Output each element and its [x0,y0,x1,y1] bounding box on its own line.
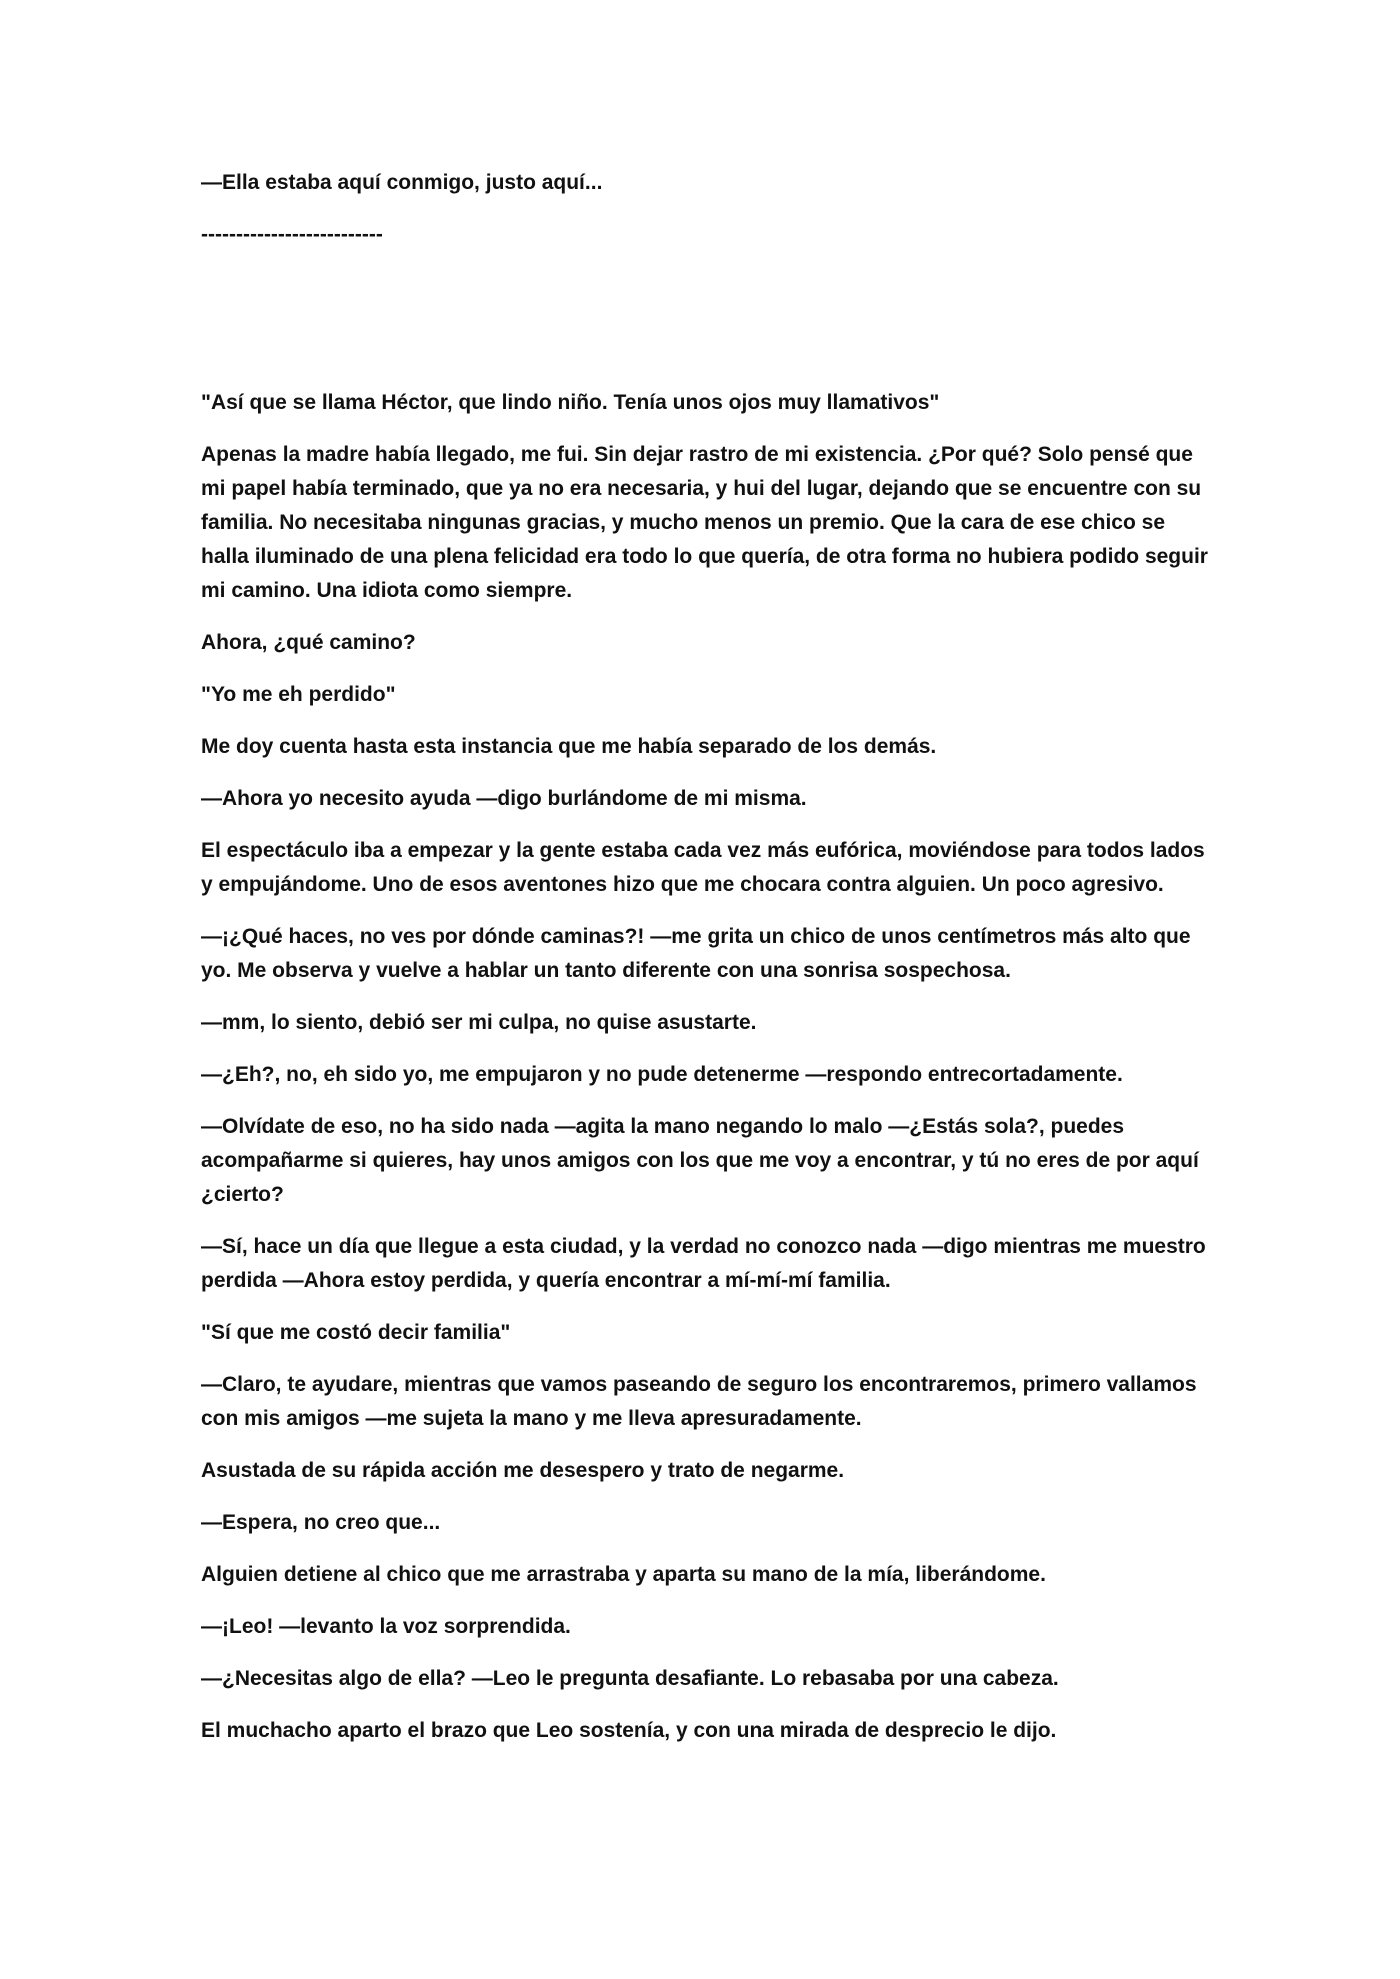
paragraph: —Claro, te ayudare, mientras que vamos paseando de seguro los encontraremos, primero vallamos con mis amigos —me sujeta la mano y me lleva apresuradamente. [201,1373,1197,1430]
paragraph: —¿Eh?, no, eh sido yo, me empujaron y no pude detenerme —respondo entrecortadamente. [201,1063,1123,1086]
paragraph: —¿Necesitas algo de ella? —Leo le pregunta desafiante. Lo rebasaba por una cabeza. [201,1667,1059,1690]
paragraph: Asustada de su rápida acción me desespero y trato de negarme. [201,1459,845,1482]
paragraph: Me doy cuenta hasta esta instancia que me había separado de los demás. [201,735,937,758]
paragraph: "Así que se llama Héctor, que lindo niño. Tenía unos ojos muy llamativos" [201,391,940,414]
paragraph: Ahora, ¿qué camino? [201,631,416,654]
document-body [201,166,1211,1766]
paragraph: El muchacho aparto el brazo que Leo sostenía, y con una mirada de desprecio le dijo. [201,1719,1057,1742]
paragraph: El espectáculo iba a empezar y la gente estaba cada vez más eufórica, moviéndose para todos lados y empujándome. Uno de esos aventones hizo que me chocara contra alguien. Un poco agresivo. [201,839,1205,896]
paragraph: "Sí que me costó decir familia" [201,1321,511,1344]
scene-separator: -------------------------- [201,223,383,246]
paragraph: —Sí, hace un día que llegue a esta ciudad, y la verdad no conozco nada —digo mientras me muestro perdida —Ahora estoy perdida, y quería encontrar a mí-mí-mí familia. [201,1235,1206,1292]
paragraph: "Yo me eh perdido" [201,683,396,706]
paragraph: Apenas la madre había llegado, me fui. Sin dejar rastro de mi existencia. ¿Por qué? Solo pensé que mi papel había terminado, que ya no era necesaria, y hui del lugar, dejando que se encuentre con su familia. No necesitaba ningunas gracias, y mucho menos un premio. Que la cara de ese chico se halla iluminado de una plena felicidad era todo lo que quería, de otra forma no hubiera podido seguir mi camino. Una idiota como siempre. [201,443,1208,602]
paragraph: —¡¿Qué haces, no ves por dónde caminas?! —me grita un chico de unos centímetros más alto que yo. Me observa y vuelve a hablar un tanto diferente con una sonrisa sospechosa. [201,925,1191,982]
paragraph: Alguien detiene al chico que me arrastraba y aparta su mano de la mía, liberándome. [201,1563,1046,1586]
paragraph: —Olvídate de eso, no ha sido nada —agita la mano negando lo malo —¿Estás sola?, puedes acompañarme si quieres, hay unos amigos con los que me voy a encontrar, y tú no eres de por aquí ¿cierto? [201,1115,1199,1206]
paragraph: —Ella estaba aquí conmigo, justo aquí... [201,171,603,194]
paragraph: —Ahora yo necesito ayuda —digo burlándome de mi misma. [201,787,807,810]
paragraph: —¡Leo! —levanto la voz sorprendida. [201,1615,571,1638]
paragraph: —Espera, no creo que... [201,1511,441,1534]
paragraph: —mm, lo siento, debió ser mi culpa, no quise asustarte. [201,1011,757,1034]
